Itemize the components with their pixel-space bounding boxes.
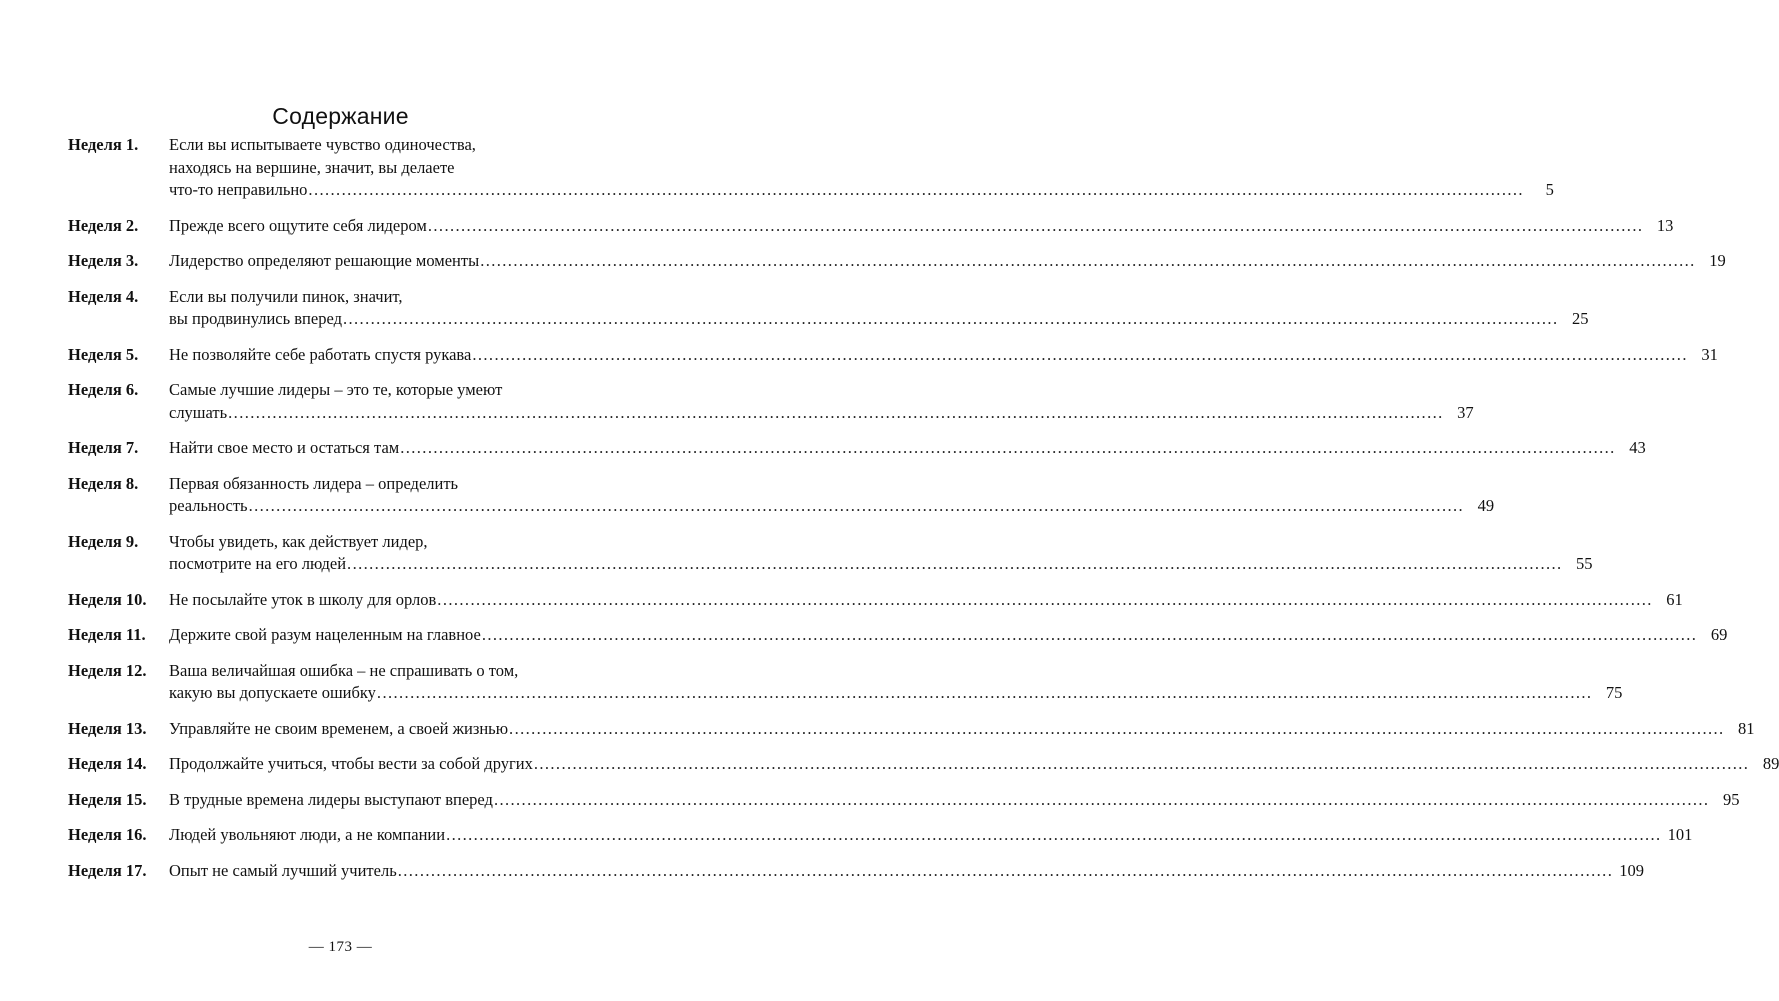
toc-title-line: Если вы испытываете чувство одиночества, bbox=[169, 135, 476, 154]
toc-page-number[interactable]: 109 bbox=[1619, 860, 1644, 880]
toc-entry[interactable] bbox=[68, 860, 1644, 883]
toc-entry-body bbox=[169, 250, 1726, 273]
toc-page-number[interactable]: 13 bbox=[1656, 215, 1674, 235]
toc-title-last-line bbox=[169, 495, 1495, 518]
toc-page-number[interactable]: 101 bbox=[1667, 825, 1693, 844]
dot-leader: ............................................................................................................................................................................................................................ bbox=[347, 554, 1563, 573]
toc-week-label: Неделя 16. bbox=[68, 825, 147, 844]
toc-entry[interactable] bbox=[68, 531, 1593, 576]
toc-week-label: Неделя 13. bbox=[68, 718, 147, 738]
toc-week-label: Неделя 10. bbox=[68, 589, 147, 609]
dot-leader: ............................................................................................................................................................................................................................ bbox=[342, 309, 1559, 328]
toc-page-number[interactable]: 49 bbox=[1477, 496, 1495, 515]
toc-title-line: Самые лучшие лидеры – это те, которые умеют bbox=[169, 380, 503, 399]
toc-title-last-line bbox=[169, 179, 1554, 202]
toc-title-last-line bbox=[169, 682, 1623, 705]
toc-page-number[interactable]: 69 bbox=[1710, 625, 1728, 644]
toc-week-label: Неделя 12. bbox=[68, 660, 147, 680]
toc-title-last-line bbox=[169, 753, 1779, 776]
toc-title-text: Опыт не самый лучший учитель bbox=[169, 860, 397, 880]
toc-entry[interactable] bbox=[68, 753, 1779, 776]
toc-entry[interactable] bbox=[68, 344, 1718, 367]
dot-leader: ............................................................................................................................................................................................................................ bbox=[228, 402, 1444, 422]
dot-leader: ............................................................................................................................................................................................................................ bbox=[481, 625, 1698, 644]
toc-entry-body bbox=[169, 215, 1674, 238]
toc-entry[interactable] bbox=[68, 134, 1554, 202]
toc-title-last-line bbox=[169, 860, 1644, 883]
toc-entry-body bbox=[169, 589, 1683, 612]
toc-title-text: слушать bbox=[169, 402, 228, 422]
toc-title-text: В трудные времена лидеры выступают вперед bbox=[169, 789, 493, 809]
dot-leader: ............................................................................................................................................................................................................................ bbox=[446, 825, 1662, 844]
dot-leader: ............................................................................................................................................................................................................................ bbox=[400, 438, 1616, 457]
toc-entry[interactable] bbox=[68, 473, 1495, 518]
toc-entry[interactable] bbox=[68, 824, 1693, 847]
toc-title-line: находясь на вершине, значит, вы делаете bbox=[169, 157, 455, 177]
toc-title-last-line bbox=[169, 344, 1718, 367]
toc-entry-body bbox=[169, 437, 1646, 460]
page-number-footer: — 173 — bbox=[308, 939, 373, 955]
toc-week-label: Неделя 15. bbox=[68, 789, 147, 809]
toc-week-label: Неделя 4. bbox=[68, 286, 139, 306]
toc-page-number[interactable]: 37 bbox=[1457, 402, 1474, 422]
dot-leader: ............................................................................................................................................................................................................................ bbox=[472, 344, 1688, 364]
dot-leader: ............................................................................................................................................................................................................................ bbox=[248, 496, 1465, 515]
toc-week-label: Неделя 17. bbox=[68, 860, 147, 880]
toc-entry[interactable] bbox=[68, 718, 1755, 741]
toc-title-text: Продолжайте учиться, чтобы вести за собой других bbox=[169, 754, 533, 773]
toc-entry-body bbox=[169, 473, 1495, 518]
dot-leader: ............................................................................................................................................................................................................................ bbox=[427, 215, 1644, 235]
toc-title-line: Ваша величайшая ошибка – не спрашивать о том, bbox=[169, 660, 519, 680]
toc-entry-body bbox=[169, 134, 1554, 202]
toc-page-number[interactable]: 31 bbox=[1701, 344, 1718, 364]
dot-leader: ............................................................................................................................................................................................................................ bbox=[437, 589, 1653, 609]
toc-entry[interactable] bbox=[68, 286, 1589, 331]
toc-title-text: Найти свое место и остаться там bbox=[169, 438, 400, 457]
toc-week-label: Неделя 11. bbox=[68, 625, 146, 644]
dot-leader: ............................................................................................................................................................................................................................ bbox=[533, 754, 1750, 773]
toc-title-text: какую вы допускаете ошибку bbox=[169, 683, 376, 702]
toc-title-last-line bbox=[169, 437, 1646, 460]
toc-entry[interactable] bbox=[68, 250, 1726, 273]
toc-entry-body bbox=[169, 860, 1644, 883]
toc-week-label: Неделя 2. bbox=[68, 215, 139, 235]
toc-page-number[interactable]: 43 bbox=[1629, 438, 1646, 457]
toc-title-last-line bbox=[169, 250, 1726, 273]
toc-page-number[interactable]: 5 bbox=[1545, 180, 1554, 199]
toc-week-label: Неделя 6. bbox=[68, 380, 139, 399]
toc-title-last-line bbox=[169, 215, 1674, 238]
page-title: Содержание bbox=[272, 103, 409, 130]
toc-week-label: Неделя 5. bbox=[68, 344, 139, 364]
toc-entry[interactable] bbox=[68, 379, 1474, 424]
toc-page-number[interactable]: 89 bbox=[1762, 754, 1779, 773]
table-of-contents bbox=[68, 134, 1779, 895]
toc-title-text: Не позволяйте себе работать спустя рукава bbox=[169, 344, 472, 364]
toc-title-line: Чтобы увидеть, как действует лидер, bbox=[169, 531, 428, 551]
toc-entry[interactable] bbox=[68, 660, 1623, 705]
toc-entry[interactable] bbox=[68, 789, 1740, 812]
toc-title-text: Лидерство определяют решающие моменты bbox=[169, 251, 480, 270]
toc-title-line: Если вы получили пинок, значит, bbox=[169, 286, 403, 306]
toc-title-text: Не посылайте уток в школу для орлов bbox=[169, 589, 437, 609]
toc-page-number[interactable]: 95 bbox=[1722, 789, 1740, 809]
toc-title-line: Первая обязанность лидера – определить bbox=[169, 473, 459, 493]
toc-entry-body bbox=[169, 531, 1593, 576]
toc-entry[interactable] bbox=[68, 589, 1683, 612]
toc-title-last-line bbox=[169, 824, 1693, 847]
toc-week-label: Неделя 8. bbox=[68, 473, 139, 493]
dot-leader: ............................................................................................................................................................................................................................ bbox=[509, 718, 1725, 738]
toc-entry-body bbox=[169, 753, 1779, 776]
toc-page-number[interactable]: 81 bbox=[1738, 718, 1755, 738]
dot-leader: ............................................................................................................................................................................................................................ bbox=[376, 683, 1593, 702]
toc-title-last-line bbox=[169, 718, 1755, 741]
toc-page-number[interactable]: 19 bbox=[1709, 251, 1726, 270]
dot-leader: ............................................................................................................................................................................................................................ bbox=[308, 180, 1524, 199]
toc-title-text: посмотрите на его людей bbox=[169, 554, 347, 573]
toc-title-text: реальность bbox=[169, 496, 248, 515]
toc-entry-body bbox=[169, 824, 1693, 847]
toc-entry[interactable] bbox=[68, 624, 1728, 647]
toc-entry-body bbox=[169, 789, 1740, 812]
toc-page-number[interactable]: 25 bbox=[1571, 309, 1589, 328]
dot-leader: ............................................................................................................................................................................................................................ bbox=[397, 860, 1614, 880]
toc-week-label: Неделя 1. bbox=[68, 135, 139, 154]
toc-entry-body bbox=[169, 344, 1718, 367]
dot-leader: ............................................................................................................................................................................................................................ bbox=[480, 251, 1696, 270]
toc-page-number[interactable]: 55 bbox=[1576, 554, 1593, 573]
toc-title-text: Людей увольняют люди, а не компании bbox=[169, 825, 446, 844]
toc-entry-body bbox=[169, 624, 1728, 647]
toc-title-last-line bbox=[169, 553, 1593, 576]
toc-title-last-line bbox=[169, 589, 1683, 612]
toc-week-label: Неделя 9. bbox=[68, 531, 139, 551]
toc-title-last-line bbox=[169, 308, 1589, 331]
toc-entry[interactable] bbox=[68, 215, 1674, 238]
toc-entry-body bbox=[169, 379, 1474, 424]
toc-entry-body bbox=[169, 286, 1589, 331]
toc-title-last-line bbox=[169, 402, 1474, 425]
toc-page-number[interactable]: 61 bbox=[1666, 589, 1683, 609]
toc-entry-body bbox=[169, 660, 1623, 705]
toc-entry-body bbox=[169, 718, 1755, 741]
toc-title-last-line bbox=[169, 789, 1740, 812]
toc-page-number[interactable]: 75 bbox=[1605, 683, 1623, 702]
toc-title-text: Прежде всего ощутите себя лидером bbox=[169, 215, 427, 235]
toc-title-last-line bbox=[169, 624, 1728, 647]
toc-title-text: вы продвинулись вперед bbox=[169, 309, 342, 328]
dot-leader: ............................................................................................................................................................................................................................ bbox=[493, 789, 1710, 809]
toc-entry[interactable] bbox=[68, 437, 1646, 460]
toc-week-label: Неделя 7. bbox=[68, 438, 139, 457]
toc-title-text: Управляйте не своим временем, а своей жизнью bbox=[169, 718, 509, 738]
toc-week-label: Неделя 14. bbox=[68, 754, 147, 773]
toc-title-text: что-то неправильно bbox=[169, 180, 308, 199]
toc-title-text: Держите свой разум нацеленным на главное bbox=[169, 625, 481, 644]
toc-week-label: Неделя 3. bbox=[68, 251, 139, 270]
